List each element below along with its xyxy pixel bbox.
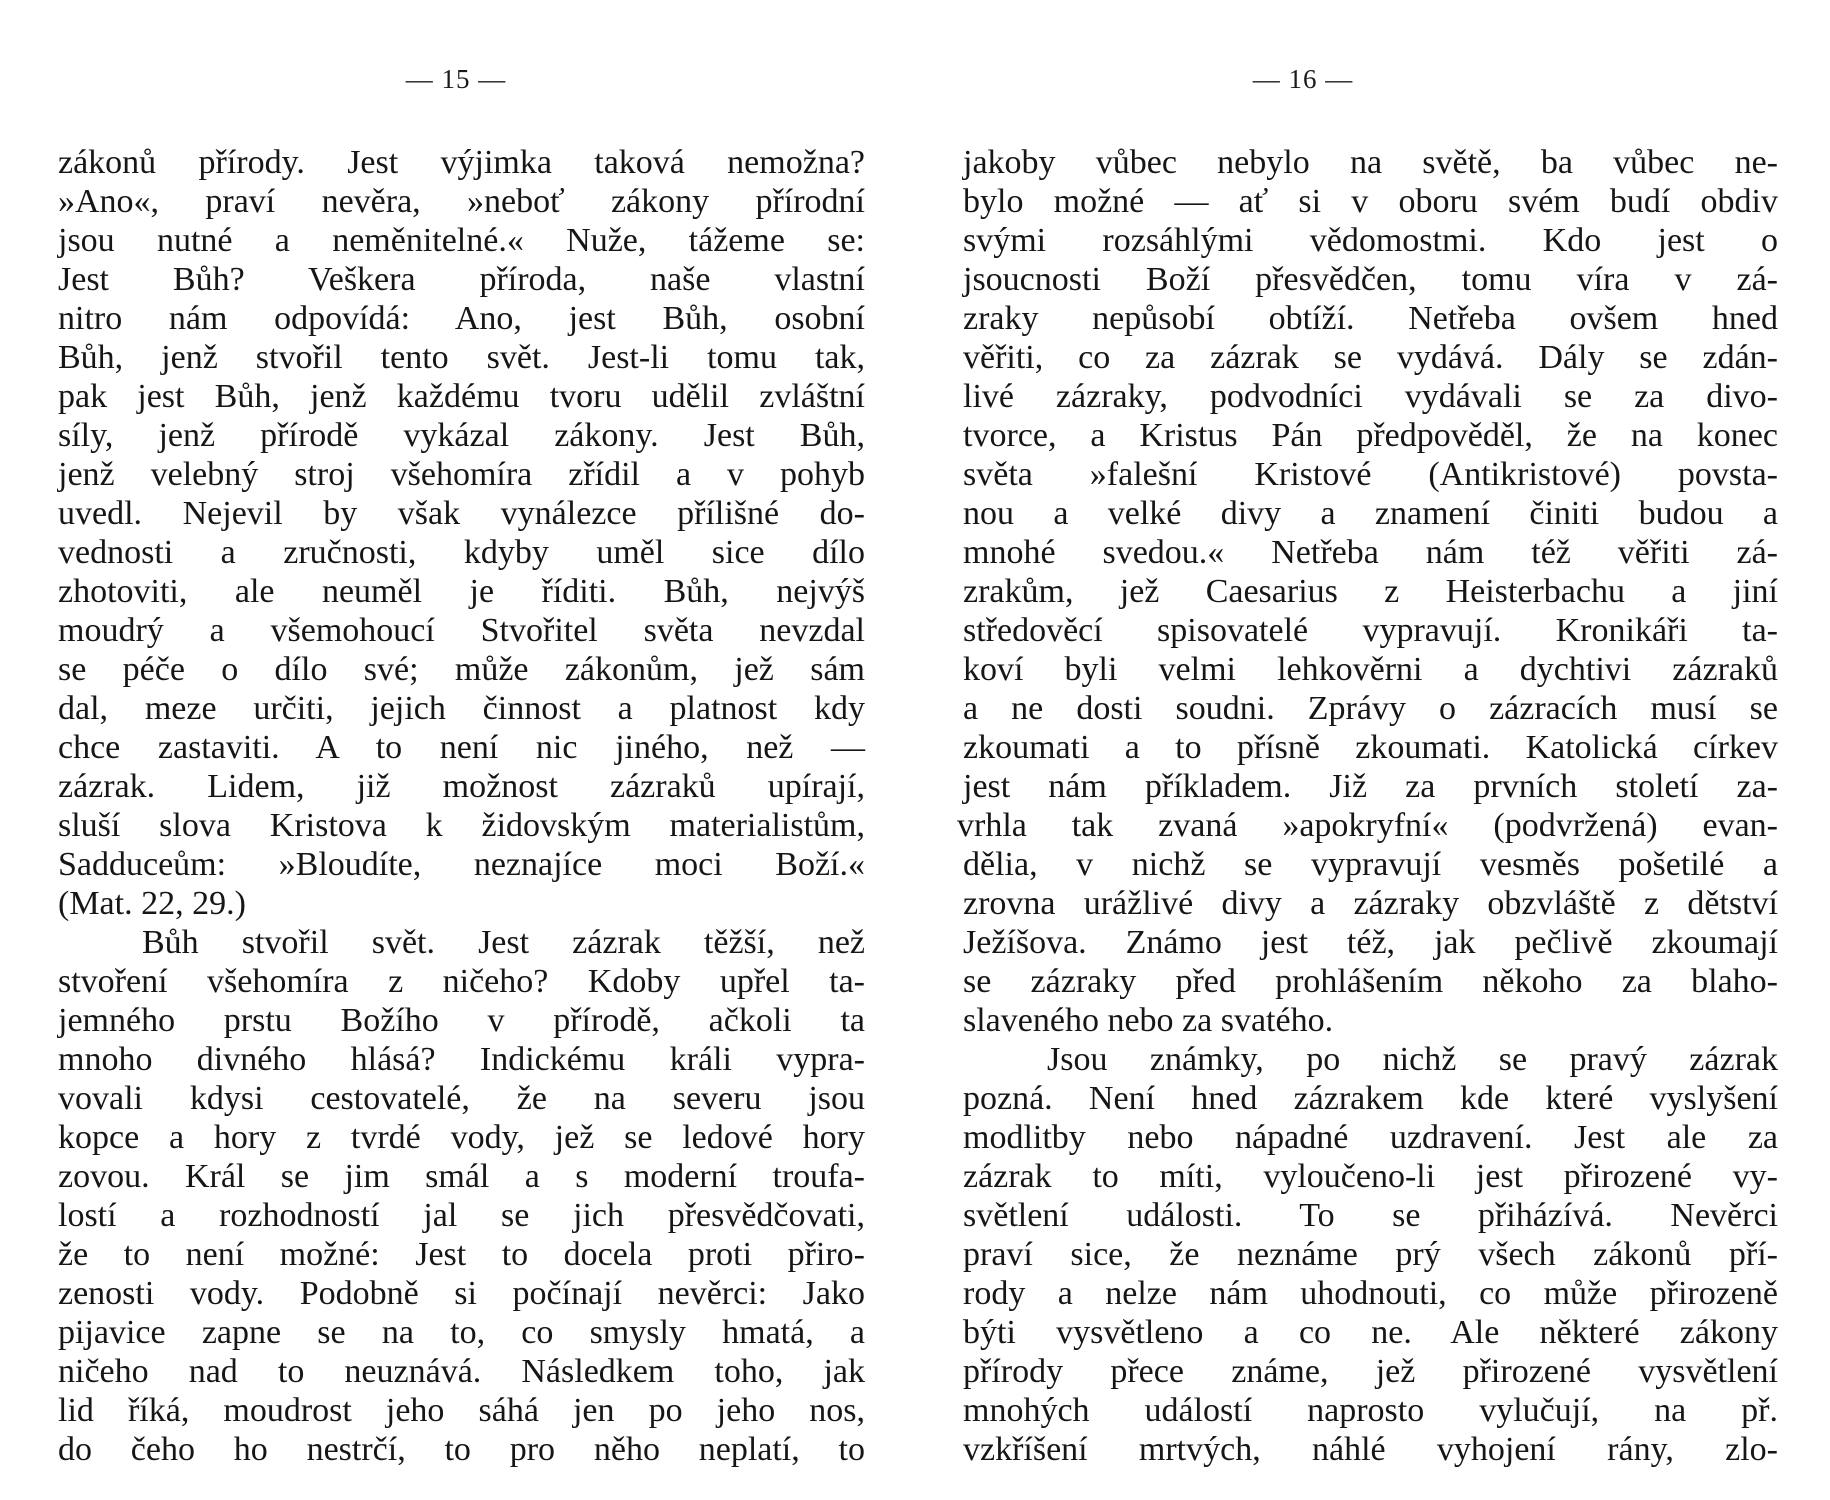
text-line: pozná. Není hned zázrakem kde které vyslyšení (963, 1080, 1778, 1117)
text-line: se péče o dílo své; může zákonům, jež sám (58, 651, 865, 688)
text-line: modlitby nebo nápadné uzdravení. Jest ale za (963, 1119, 1778, 1156)
text-line: Bůh, jenž stvořil tento svět. Jest-li tomu tak, (58, 339, 865, 376)
text-line: zrakům, jež Caesarius z Heisterbachu a jiní (963, 573, 1778, 610)
text-line: zovou. Král se jim smál a s moderní troufa- (58, 1158, 865, 1195)
right-page (915, 0, 1830, 1500)
text-line: chce zastaviti. A to není nic jiného, než — (58, 729, 865, 766)
text-line: mnoho divného hlásá? Indickému králi vypra- (58, 1041, 865, 1078)
text-line: Jsou známky, po nichž se pravý zázrak (1047, 1041, 1778, 1078)
text-column (58, 143, 865, 1469)
text-line: zázrak. Lidem, již možnost zázraků upírají, (58, 768, 865, 805)
text-line: světa »falešní Kristové (Antikristové) povsta- (963, 456, 1778, 493)
text-line: lostí a rozhodností jal se jich přesvědčovati, (58, 1197, 865, 1234)
text-line: praví sice, že neznáme prý všech zákonů pří- (963, 1236, 1778, 1273)
text-line: zrovna urážlivé divy a zázraky obzvláště z dětství (963, 885, 1778, 922)
page-number: — 15 — (405, 64, 507, 94)
text-line: vednosti a zručnosti, kdyby uměl sice dílo (58, 534, 865, 571)
text-line: jest nám příkladem. Již za prvních století za- (963, 768, 1778, 805)
text-line: Ježíšova. Známo jest též, jak pečlivě zkoumají (963, 924, 1778, 961)
text-line: zraky nepůsobí obtíží. Netřeba ovšem hned (963, 300, 1778, 337)
page-number: — 16 — (1252, 64, 1354, 94)
text-line: přírody přece známe, jež přirozené vysvětlení (963, 1353, 1778, 1390)
text-line: ničeho nad to neuznává. Následkem toho, jak (58, 1353, 865, 1390)
text-line: jenž velebný stroj všehomíra zřídil a v pohyb (58, 456, 865, 493)
text-line: pak jest Bůh, jenž každému tvoru udělil zvláštní (58, 378, 865, 415)
text-line: zkoumati a to přísně zkoumati. Katolická církev (963, 729, 1778, 766)
text-line: zákonů přírody. Jest výjimka taková nemožna? (58, 144, 865, 181)
text-line: bylo možné — ať si v oboru svém budí obdiv (963, 183, 1778, 220)
text-line: sluší slova Kristova k židovským materialistům, (58, 807, 865, 844)
text-line: světlení události. To se přiházívá. Nevěrci (963, 1197, 1778, 1234)
text-line: Jest Bůh? Veškera příroda, naše vlastní (58, 261, 865, 298)
text-line: nou a velké divy a znamení činiti budou a (963, 495, 1778, 532)
text-line: zhotoviti, ale neuměl je říditi. Bůh, nejvýš (58, 573, 865, 610)
text-line: dělia, v nichž se vypravují vesměs pošetilé a (963, 846, 1778, 883)
text-column (957, 143, 1778, 1469)
text-line: uvedl. Nejevil by však vynálezce přílišné do- (58, 495, 865, 532)
text-line: »Ano«, praví nevěra, »neboť zákony přírodní (58, 183, 865, 220)
text-line: Sadduceům: »Bloudíte, neznajíce moci Boží.« (58, 846, 865, 883)
text-line: jsoucnosti Boží přesvědčen, tomu víra v zá- (963, 261, 1778, 298)
text-line: slaveného nebo za svatého. (963, 1002, 1334, 1039)
text-line: moudrý a všemohoucí Stvořitel světa nevzdal (58, 612, 865, 649)
text-line: vrhla tak zvaná »apokryfní« (podvržená) evan- (957, 807, 1778, 844)
text-line: vovali kdysi cestovatelé, že na severu jsou (58, 1080, 865, 1117)
text-line: svými rozsáhlými vědomostmi. Kdo jest o (963, 222, 1778, 259)
text-line: jsou nutné a neměnitelné.« Nuže, tážeme se: (58, 222, 865, 259)
text-line: (Mat. 22, 29.) (58, 885, 246, 922)
text-line: rody a nelze nám uhodnouti, co může přirozeně (963, 1275, 1778, 1312)
text-line: Bůh stvořil svět. Jest zázrak těžší, než (142, 924, 865, 961)
text-line: se zázraky před prohlášením někoho za blaho- (963, 963, 1778, 1000)
text-line: livé zázraky, podvodníci vydávali se za divo- (963, 378, 1778, 415)
text-line: zenosti vody. Podobně si počínají nevěrci: Jako (58, 1275, 865, 1312)
text-line: nitro nám odpovídá: Ano, jest Bůh, osobní (58, 300, 865, 337)
text-line: koví byli velmi lehkověrni a dychtivi zázraků (963, 651, 1778, 688)
text-line: že to není možné: Jest to docela proti přiro- (58, 1236, 865, 1273)
text-line: mnohé svedou.« Netřeba nám též věřiti zá- (963, 534, 1778, 571)
text-line: do čeho ho nestrčí, to pro něho neplatí, to (58, 1431, 865, 1468)
text-line: pijavice zapne se na to, co smysly hmatá, a (58, 1314, 865, 1351)
text-line: jakoby vůbec nebylo na světě, ba vůbec ne- (963, 144, 1778, 181)
text-line: a ne dosti soudni. Zprávy o zázracích musí se (963, 690, 1778, 727)
text-line: jemného prstu Božího v přírodě, ačkoli ta (58, 1002, 865, 1039)
text-line: stvoření všehomíra z ničeho? Kdoby upřel ta- (58, 963, 865, 1000)
text-line: lid říká, moudrost jeho sáhá jen po jeho nos, (58, 1392, 865, 1429)
text-line: mnohých událostí naprosto vylučují, na př. (963, 1392, 1778, 1429)
text-line: věřiti, co za zázrak se vydává. Dály se zdán- (963, 339, 1778, 376)
text-line: býti vysvětleno a co ne. Ale některé zákony (963, 1314, 1778, 1351)
text-line: dal, meze určiti, jejich činnost a platnost kdy (58, 690, 865, 727)
text-line: středověcí spisovatelé vypravují. Kronikáři ta- (963, 612, 1778, 649)
text-line: tvorce, a Kristus Pán předpověděl, že na konec (963, 417, 1778, 454)
text-line: vzkříšení mrtvých, náhlé vyhojení rány, zlo- (963, 1431, 1778, 1468)
text-line: síly, jenž přírodě vykázal zákony. Jest Bůh, (58, 417, 865, 454)
text-line: zázrak to míti, vyloučeno-li jest přirozené vy- (963, 1158, 1778, 1195)
text-line: kopce a hory z tvrdé vody, jež se ledové hory (58, 1119, 865, 1156)
